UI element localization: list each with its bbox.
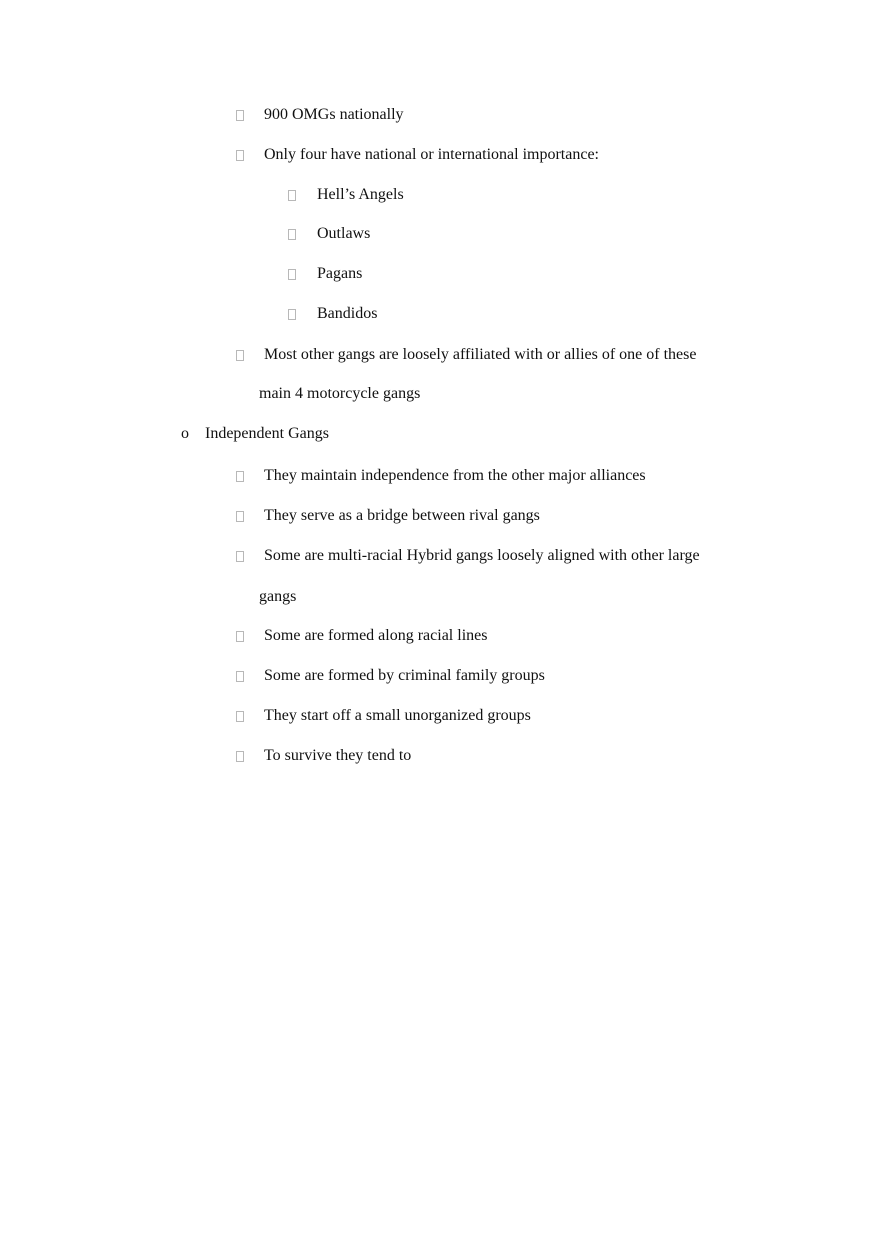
list-item: Some are formed along racial lines [264, 627, 488, 644]
bullet-box-icon [236, 751, 244, 762]
list-item: They serve as a bridge between rival gangs [264, 507, 540, 524]
bullet-box-icon [236, 511, 244, 522]
list-item: They start off a small unorganized groups [264, 707, 531, 724]
bullet-box-icon [288, 269, 296, 280]
section-heading: Independent Gangs [205, 425, 329, 442]
bullet-box-icon [288, 190, 296, 201]
list-item: They maintain independence from the other major alliances [264, 467, 646, 484]
bullet-box-icon [236, 471, 244, 482]
list-item: Only four have national or international importance: [264, 146, 599, 163]
list-item: Outlaws [317, 225, 371, 242]
outline-bullet-o: o [181, 425, 189, 442]
bullet-box-icon [236, 631, 244, 642]
list-item: Bandidos [317, 305, 378, 322]
bullet-box-icon [236, 150, 244, 161]
bullet-box-icon [288, 309, 296, 320]
list-item: To survive they tend to [264, 747, 412, 764]
bullet-box-icon [236, 110, 244, 121]
list-item: Pagans [317, 265, 363, 282]
bullet-box-icon [236, 350, 244, 361]
list-item: 900 OMGs nationally [264, 106, 404, 123]
list-item: Most other gangs are loosely affiliated with or allies of one of these [264, 346, 697, 363]
list-item: Hell’s Angels [317, 186, 404, 203]
list-item-continuation: gangs [259, 588, 297, 605]
bullet-box-icon [288, 229, 296, 240]
bullet-box-icon [236, 711, 244, 722]
list-item: Some are formed by criminal family groups [264, 667, 545, 684]
list-item: Some are multi-racial Hybrid gangs loosely aligned with other large [264, 547, 700, 564]
bullet-box-icon [236, 551, 244, 562]
bullet-box-icon [236, 671, 244, 682]
list-item-continuation: main 4 motorcycle gangs [259, 385, 421, 402]
